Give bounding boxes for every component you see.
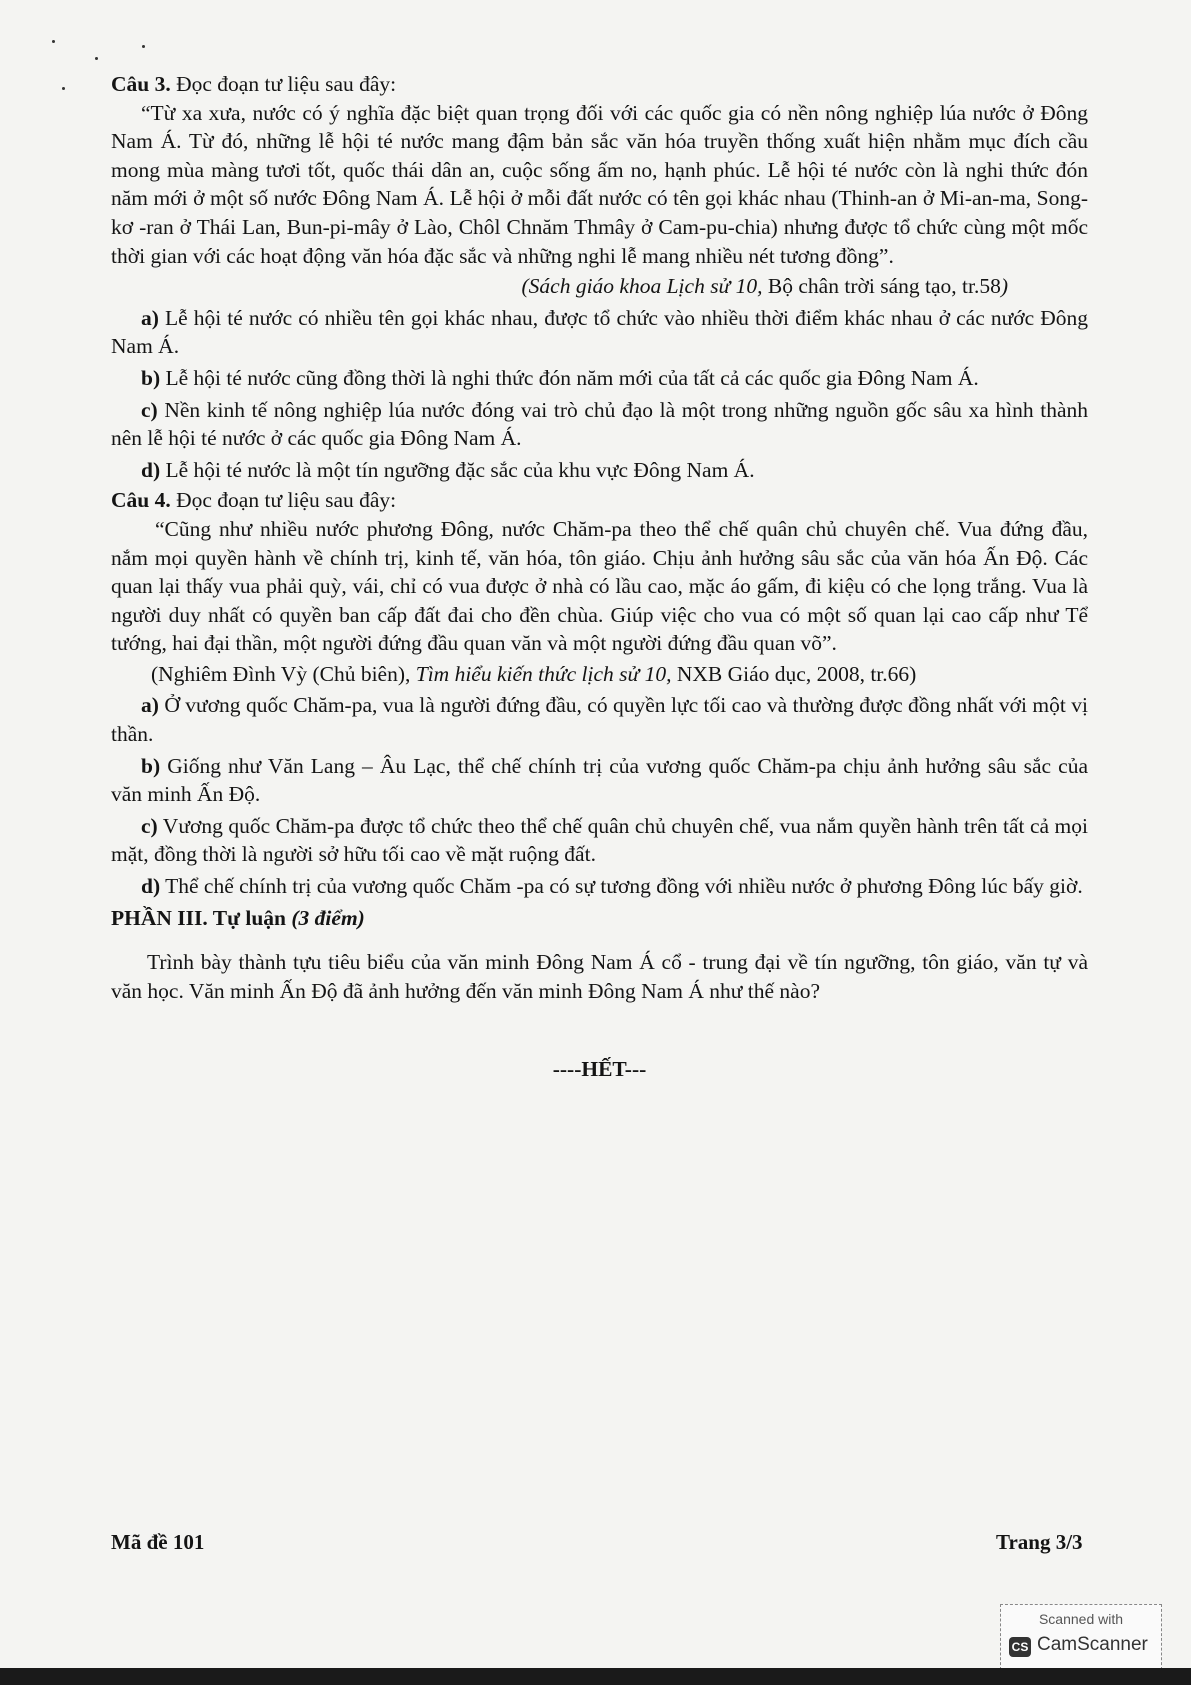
scan-speck (52, 40, 55, 43)
question-4-statement-c (111, 812, 1088, 869)
exam-code: Mã đề 101 (111, 1530, 205, 1554)
statement-text: Lễ hội té nước cũng đồng thời là nghi thức đón năm mới của tất cả các quốc gia Đông Nam Á. (160, 365, 979, 390)
question-3-label: Câu 3. (111, 72, 171, 96)
question-4-prompt: Đọc đoạn tư liệu sau đây: (176, 488, 397, 513)
part-3-heading (111, 904, 1088, 933)
question-4-heading (111, 486, 1088, 515)
part-3-title: PHẦN III. Tự luận (111, 905, 287, 930)
question-3-source-publisher: Bộ chân trời sáng tạo, tr.58 (762, 274, 1001, 299)
page-number: Trang 3/3 (996, 1530, 1083, 1554)
scan-edge-band (0, 1668, 1191, 1685)
statement-text: Thể chế chính trị của vương quốc Chăm -pa có sự tương đồng với nhiều nước ở phương Đông lúc bấy giờ. (160, 874, 1083, 899)
scan-speck (62, 87, 65, 90)
statement-text: Nền kinh tế nông nghiệp lúa nước đóng vai trò chủ đạo là một trong những nguồn gốc sâu xa hình thành nên lễ hội té nước ở các quốc gia Đông Nam Á. (111, 397, 1088, 451)
question-4-source-author: (Nghiêm Đình Vỳ (Chủ biên), (151, 661, 416, 686)
scanned-with-text: Scanned with (1038, 1611, 1124, 1627)
statement-label: b) (141, 753, 161, 778)
question-3-heading (111, 70, 1088, 99)
question-4-source-publisher: NXB Giáo dục, 2008, tr.66) (671, 661, 917, 686)
camscanner-watermark (1000, 1604, 1162, 1670)
question-3-source-title: (Sách giáo khoa Lịch sử 10, (521, 274, 763, 299)
part-3-points: (3 điểm) (291, 905, 365, 930)
question-4-source (111, 660, 1088, 689)
statement-label: a) (141, 305, 159, 330)
camscanner-brand: CamScanner (1037, 1634, 1148, 1655)
end-mark: ----HẾT--- (552, 1057, 647, 1082)
statement-label: d) (141, 457, 161, 482)
statement-text: Giống như Văn Lang – Âu Lạc, thể chế chính trị của vương quốc Chăm-pa chịu ảnh hưởng sâu sắc của văn minh Ấn Độ. (111, 753, 1088, 807)
statement-label: d) (141, 874, 161, 899)
question-4-label: Câu 4. (111, 488, 171, 513)
statement-label: c) (141, 397, 158, 422)
camscanner-logo-icon: CS (1009, 1637, 1031, 1657)
question-4-source-title: Tìm hiểu kiến thức lịch sử 10, (415, 661, 672, 686)
question-4-statement-d (111, 872, 1088, 901)
question-4-passage: “Cũng như nhiều nước phương Đông, nước Chăm-pa theo thể chế quân chủ chuyên chế. Vua đứng đầu, nắm mọi quyền hành về chính trị, kinh tế, văn hóa, tôn giáo. Chịu ảnh hưởng sâu sắc của văn hóa Ấn Độ. Các quan lại thấy vua phải quỳ, vái, chỉ có vua được ở nhà có lầu cao, mặc áo gấm, đi kiệu có che lọng trắng. Vua là người duy nhất có quyền ban cấp đất đai cho đền chùa. Giúp việc cho vua có một số quan lại cao cấp như Tể tướng, hai đại thần, một người đứng đầu quan văn và một người đứng đầu quan võ”. (111, 516, 1088, 656)
scan-speck (142, 45, 145, 48)
essay-question: Trình bày thành tựu tiêu biểu của văn minh Đông Nam Á cổ - trung đại về tín ngưỡng, tôn giáo, văn tự và văn học. Văn minh Ấn Độ đã ảnh hưởng đến văn minh Đông Nam Á như thế nào? (111, 950, 1088, 1003)
question-3-statement-a (111, 304, 1088, 361)
statement-text: Lễ hội té nước có nhiều tên gọi khác nhau, được tổ chức vào nhiều thời điểm khác nhau ở các nước Đông Nam Á. (111, 305, 1088, 359)
scan-speck (95, 57, 98, 60)
question-3-passage: “Từ xa xưa, nước có ý nghĩa đặc biệt quan trọng đối với các quốc gia có nền nông nghiệp lúa nước ở Đông Nam Á. Từ đó, những lễ hội té nước mang đậm bản sắc văn hóa truyền thống xuất hiện nhằm mục đích cầu mong mùa màng tươi tốt, quốc thái dân an, cuộc sống ấm no, hạnh phúc. Lễ hội té nước còn là nghi thức đón năm mới ở một số nước Đông Nam Á. Lễ hội ở mỗi đất nước có tên gọi khác nhau (Thinh-an ở Mi-an-ma, Song-kơ -ran ở Thái Lan, Bun-pi-mây ở Lào, Chôl Chnăm Thmây ở Cam-pu-chia) nhưng được tổ chức cùng một mốc thời gian với các hoạt động văn hóa đặc sắc và những nghi lễ mang nhiều nét tương đồng”. (111, 100, 1088, 268)
statement-label: c) (141, 813, 158, 838)
question-3-source-close: ) (1000, 274, 1008, 299)
question-3-statement-d (111, 456, 1088, 485)
statement-text: Lễ hội té nước là một tín ngưỡng đặc sắc của khu vực Đông Nam Á. (160, 457, 755, 482)
statement-text: Ở vương quốc Chăm-pa, vua là người đứng đầu, có quyền lực tối cao và thường được đồng nhất với một vị thần. (111, 693, 1088, 747)
question-3-prompt: Đọc đoạn tư liệu sau đây: (176, 72, 397, 96)
statement-text: Vương quốc Chăm-pa được tổ chức theo thể chế quân chủ chuyên chế, vua nắm quyền hành trên tất cả mọi mặt, đồng thời là người sở hữu tối cao về mặt ruộng đất. (111, 813, 1088, 867)
exam-content (111, 68, 1088, 1084)
statement-label: a) (141, 693, 159, 718)
question-3-statement-c (111, 396, 1088, 453)
question-4-statement-a (111, 691, 1088, 748)
statement-label: b) (141, 365, 161, 390)
question-4-statement-b (111, 752, 1088, 809)
question-3-source (111, 272, 1088, 301)
question-3-statement-b (111, 364, 1088, 393)
